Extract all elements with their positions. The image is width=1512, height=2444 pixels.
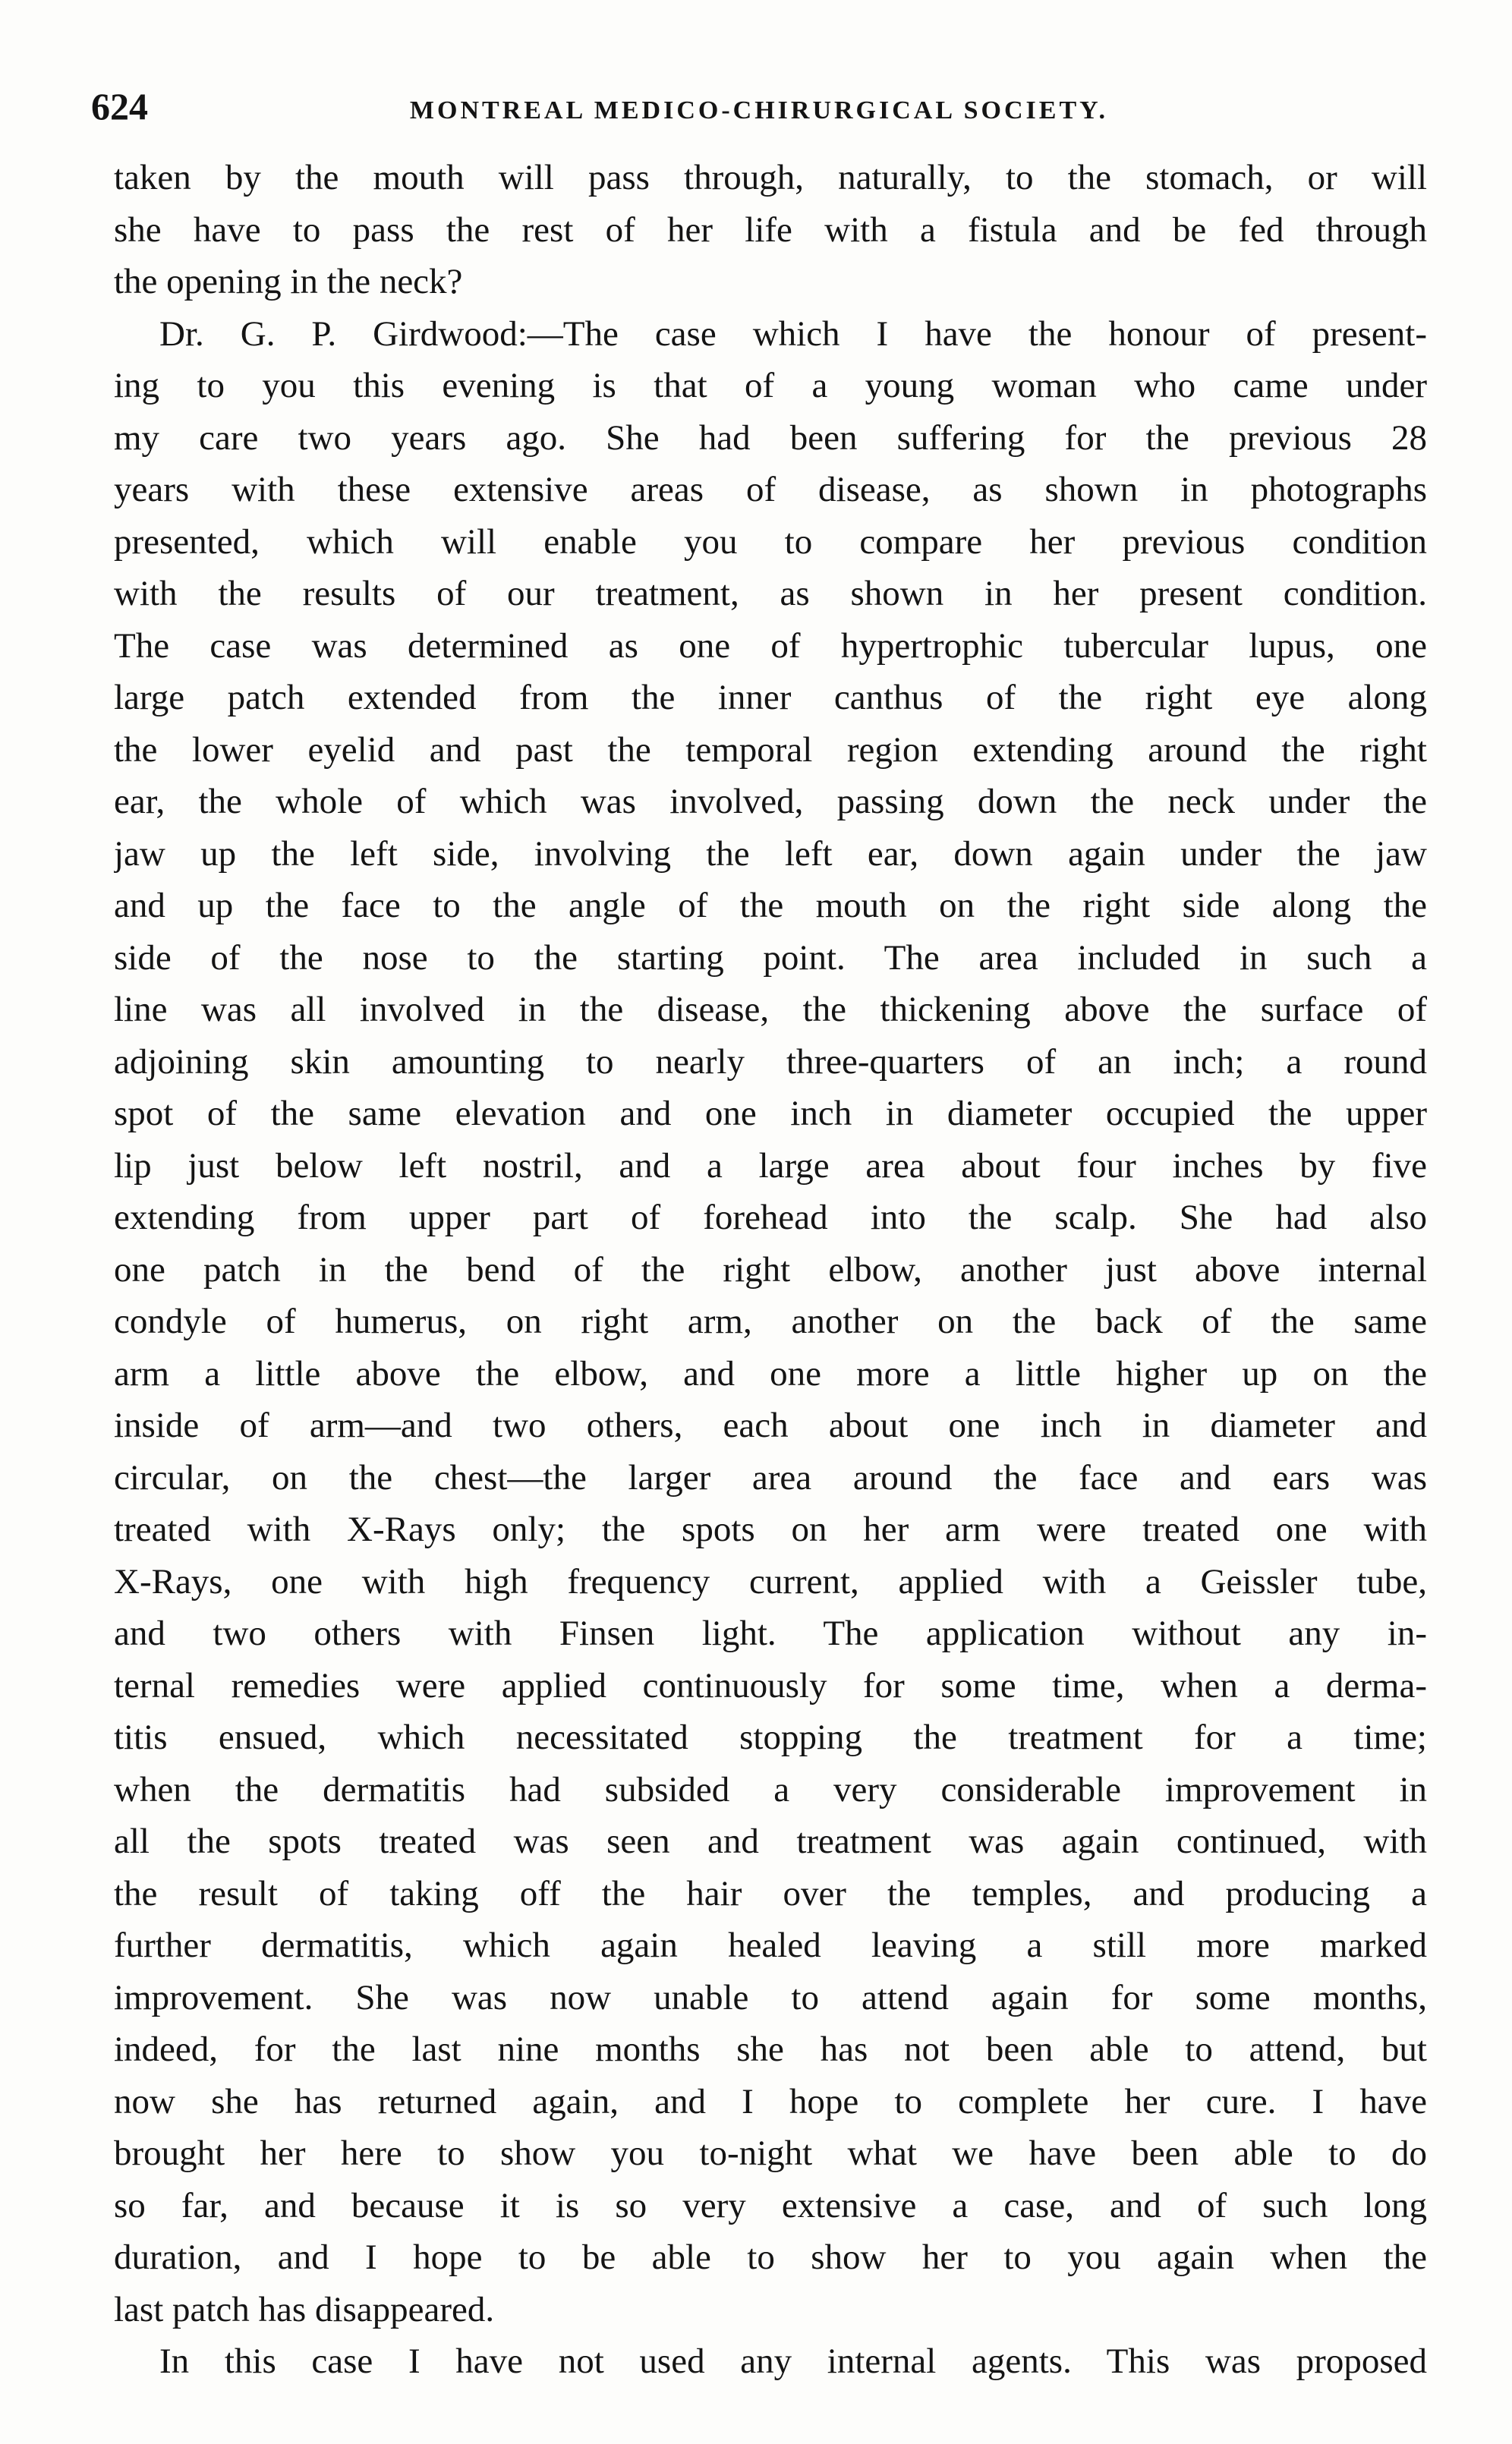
body-text [114,152,1427,2388]
text-line: now she has returned again, and I hope to complete her cure. I have [114,2081,1427,2121]
text-line: Dr. G. P. Girdwood:—The case which I have the honour of present- [159,313,1427,354]
text-line: condyle of humerus, on right arm, another on the back of the same [114,1302,1427,1341]
running-head: MONTREAL MEDICO-CHIRURGICAL SOCIETY. [409,96,1109,124]
text-line: the lower eyelid and past the temporal region extending around the right [114,729,1427,770]
text-line: In this case I have not used any internal agents. This was proposed [159,2342,1427,2381]
text-line: one patch in the bend of the right elbow, another just above internal [114,1249,1427,1290]
text-line: years with these extensive areas of disease, as shown in photographs [114,470,1427,509]
text-line: circular, on the chest—the larger area around the face and ears was [114,1457,1427,1498]
text-line: further dermatitis, which again healed leaving a still more marked [114,1926,1427,1965]
text-line: so far, and because it is so very extensive a case, and of such long [114,2185,1427,2225]
text-line: X-Rays, one with high frequency current, applied with a Geissler tube, [114,1561,1427,1602]
page-number: 624 [91,85,148,128]
text-line: presented, which will enable you to compare her previous condition [114,521,1427,562]
text-line: the result of taking off the hair over the temples, and producing a [114,1873,1427,1913]
text-line: when the dermatitis had subsided a very considerable improvement in [114,1769,1427,1809]
text-line: ear, the whole of which was involved, passing down the neck under the [114,782,1427,821]
text-line: my care two years ago. She had been suffering for the previous 28 [114,417,1427,458]
text-line: side of the nose to the starting point. The area included in such a [114,937,1427,978]
text-line: indeed, for the last nine months she has not been able to attend, but [114,2030,1427,2069]
text-line: improvement. She was now unable to attend again for some months, [114,1977,1427,2017]
text-line: ing to you this evening is that of a young woman who came under [114,366,1427,405]
text-line: adjoining skin amounting to nearly three-quarters of an inch; a round [114,1041,1427,1082]
text-line: brought her here to show you to-night what we have been able to do [114,2134,1427,2173]
text-line: jaw up the left side, involving the left ear, down again under the jaw [114,833,1427,874]
text-line: she have to pass the rest of her life with a fistula and be fed through [114,209,1427,250]
text-line: and two others with Finsen light. The application without any in- [114,1614,1427,1653]
text-line: inside of arm—and two others, each about one inch in diameter and [114,1406,1427,1445]
text-line: last patch has disappeared. [114,2289,495,2329]
text-line: lip just below left nostril, and a large area about four inches by five [114,1145,1427,1186]
text-line: and up the face to the angle of the mouth on the right side along the [114,886,1427,925]
text-line: The case was determined as one of hypertrophic tubercular lupus, one [114,625,1427,666]
text-line: treated with X-Rays only; the spots on her arm were treated one with [114,1510,1427,1549]
text-line: large patch extended from the inner canthus of the right eye along [114,678,1427,717]
page-header [91,83,1427,129]
text-line: extending from upper part of forehead into the scalp. She had also [114,1198,1427,1237]
text-line: ternal remedies were applied continuously for some time, when a derma- [114,1665,1427,1705]
text-line: duration, and I hope to be able to show her to you again when the [114,2238,1427,2277]
text-line: all the spots treated was seen and treatment was again continued, with [114,1822,1427,1861]
text-line: arm a little above the elbow, and one more a little higher up on the [114,1353,1427,1394]
text-line: spot of the same elevation and one inch in diameter occupied the upper [114,1094,1427,1133]
text-line: titis ensued, which necessitated stopping the treatment for a time; [114,1718,1427,1757]
text-line: line was all involved in the disease, the thickening above the surface of [114,990,1427,1029]
text-line: with the results of our treatment, as shown in her present condition. [114,574,1427,613]
text-line: the opening in the neck? [114,262,463,301]
text-line: taken by the mouth will pass through, naturally, to the stomach, or will [114,158,1427,197]
